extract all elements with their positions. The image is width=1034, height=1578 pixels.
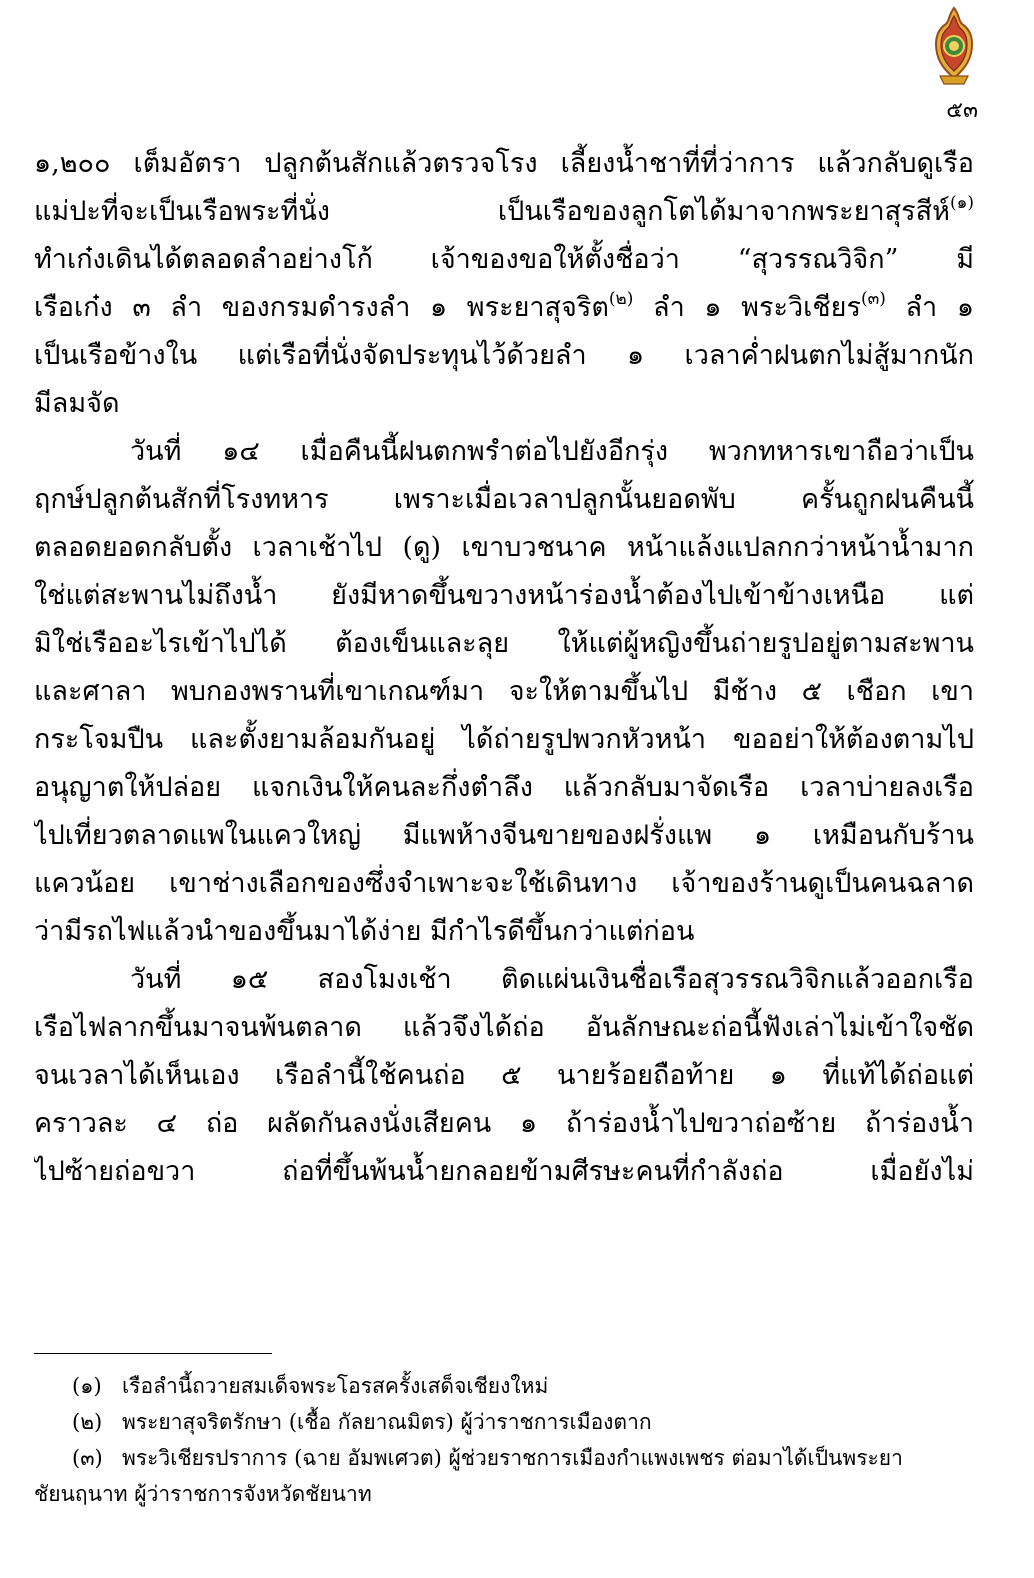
footnote-text: พระยาสุจริตรักษา (เชื้อ กัลยาณมิตร) ผู้ว่าราชการเมืองตาก — [122, 1410, 652, 1434]
footnote-ref: (๑) — [949, 193, 974, 213]
text-line: จนเวลาได้เห็นเอง เรือลำนี้ใช้คนถ่อ ๕ นายร้อยถือท้าย ๑ ที่แท้ได้ถ่อแต่ — [34, 1060, 974, 1091]
text-line: ไปเที่ยวตลาดแพในแควใหญ่ มีแพห้างจีนขายของฝรั่งแพ ๑ เหมือนกับร้าน — [34, 820, 974, 851]
paragraph-start-line: วันที่ ๑๔ เมื่อคืนนี้ฝนตกพรำต่อไปยังอีกรุ่ง พวกทหารเขาถือว่าเป็น — [130, 436, 974, 467]
footnote-divider — [34, 1353, 272, 1354]
text-line: อนุญาตให้ปล่อย แจกเงินให้คนละกึ่งตำลึง แล้วกลับมาจัดเรือ เวลาบ่ายลงเรือ — [34, 772, 974, 803]
text-line: และศาลา พบกองพรานที่เขาเกณฑ์มา จะให้ตามขึ้นไป มีช้าง ๕ เชือก เขา — [34, 676, 974, 707]
text-line: ทำเก๋งเดินได้ตลอดลำอย่างโก้ เจ้าของขอให้ตั้งชื่อว่า “สุวรรณวิจิก” มี — [34, 244, 974, 275]
footnote-ref: (๓) — [860, 289, 886, 309]
text-span: แม่ปะที่จะเป็นเรือพระที่นั่ง เป็นเรือของลูกโตได้มาจากพระยาสุรสีห์ — [34, 196, 950, 227]
text-line: เป็นเรือข้างใน แต่เรือที่นั่งจัดประทุนไว้ด้วยลำ ๑ เวลาค่ำฝนตกไม่สู้มากนัก — [34, 340, 974, 371]
footnote — [34, 1440, 974, 1476]
body-text — [34, 140, 974, 1196]
footnote-text: พระวิเชียรปราการ (ฉาย อัมพเศวต) ผู้ช่วยราชการเมืองกำแพงเพชร ต่อมาได้เป็นพระยา — [122, 1446, 903, 1470]
footnote — [34, 1368, 974, 1404]
footnote-marker: (๓) — [72, 1446, 103, 1470]
text-span: ลำ ๑ พระวิเชียร — [633, 292, 861, 323]
text-line: คราวละ ๔ ถ่อ ผลัดกันลงนั่งเสียคน ๑ ถ้าร่องน้ำไปขวาถ่อซ้าย ถ้าร่องน้ำ — [34, 1108, 974, 1139]
text-line: แควน้อย เขาช่างเลือกของซึ่งจำเพาะจะใช้เดินทาง เจ้าของร้านดูเป็นคนฉลาด — [34, 868, 974, 899]
text-line: ฤกษ์ปลูกต้นสักที่โรงทหาร เพราะเมื่อเวลาปลูกนั้นยอดพับ ครั้นถูกฝนคืนนี้ — [34, 484, 974, 515]
footnote-continuation: ชัยนฤนาท ผู้ว่าราชการจังหวัดชัยนาท — [34, 1482, 372, 1506]
footnote-marker: (๑) — [72, 1374, 102, 1398]
text-span: ลำ ๑ — [885, 292, 974, 323]
text-line: ไปซ้ายถ่อขวา ถ่อที่ขึ้นพ้นน้ำยกลอยข้ามศีรษะคนที่กำลังถ่อ เมื่อยังไม่ — [34, 1156, 974, 1187]
text-line: เรือไฟลากขึ้นมาจนพ้นตลาด แล้วจึงได้ถ่อ อันลักษณะถ่อนี้ฟังเล่าไม่เข้าใจชัด — [34, 1012, 974, 1043]
text-line: มีลมจัด — [34, 388, 120, 419]
text-span: เรือเก๋ง ๓ ลำ ของกรมดำรงลำ ๑ พระยาสุจริต — [34, 292, 609, 323]
footnote — [34, 1404, 974, 1440]
text-line: ว่ามีรถไฟแล้วนำของขึ้นมาได้ง่าย มีกำไรดีขึ้นกว่าแต่ก่อน — [34, 916, 695, 947]
emblem-icon — [928, 6, 980, 86]
text-line: ใช่แต่สะพานไม่ถึงน้ำ ยังมีหาดขึ้นขวางหน้าร่องน้ำต้องไปเข้าข้างเหนือ แต่ — [34, 580, 974, 611]
text-line: ตลอดยอดกลับตั้ง เวลาเช้าไป (ดู) เขาบวชนาค หน้าแล้งแปลกกว่าหน้าน้ำมาก — [34, 532, 974, 563]
text-line: กระโจมปืน และตั้งยามล้อมกันอยู่ ได้ถ่ายรูปพวกหัวหน้า ขออย่าให้ต้องตามไป — [34, 724, 974, 755]
text-line: ๑,๒๐๐ เต็มอัตรา ปลูกต้นสักแล้วตรวจโรง เลี้ยงน้ำชาที่ที่ว่าการ แล้วกลับดูเรือ — [34, 148, 974, 179]
text-line: มิใช่เรืออะไรเข้าไปได้ ต้องเข็นและลุย ให้แต่ผู้หญิงขึ้นถ่ายรูปอยู่ตามสะพาน — [34, 628, 974, 659]
text-line — [34, 284, 974, 332]
page-number: ๕๓ — [946, 98, 978, 123]
footnote-text: เรือลำนี้ถวายสมเด็จพระโอรสครั้งเสด็จเชียงใหม่ — [122, 1374, 549, 1398]
footnote-marker: (๒) — [72, 1410, 103, 1434]
footnote-ref: (๒) — [608, 289, 634, 309]
footnotes — [34, 1368, 974, 1512]
text-line — [34, 188, 974, 236]
paragraph-start-line: วันที่ ๑๕ สองโมงเช้า ติดแผ่นเงินชื่อเรือสุวรรณวิจิกแล้วออกเรือ — [130, 964, 974, 995]
